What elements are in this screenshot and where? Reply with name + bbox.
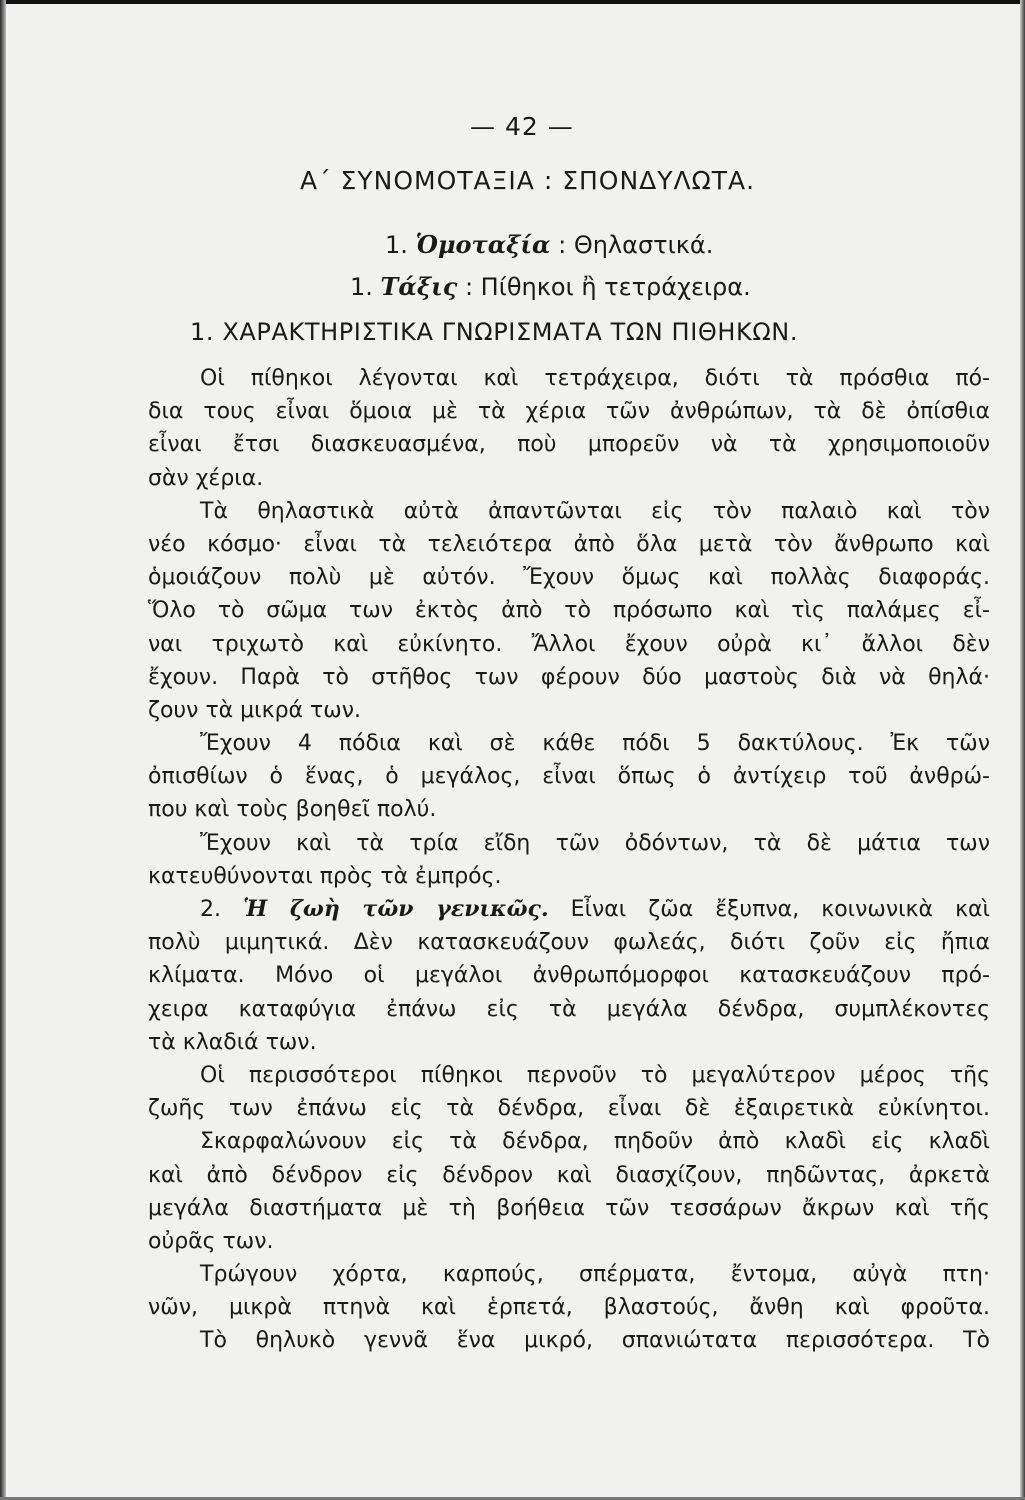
class-line (385, 230, 713, 259)
text-line: καὶ ἀπὸ δένδρον εἰς δένδρον καὶ διασχίζουν, πηδῶντας, ἀρκετὰ (148, 1162, 990, 1188)
text-line: Οἱ πίθηκοι λέγονται καὶ τετράχειρα, διότι τὰ πρόσθια πό- (200, 366, 990, 391)
text-line: ναι τριχωτὸ καὶ εὐκίνητο. Ἄλλοι ἔχουν οὐρὰ κι᾿ ἄλλοι δὲν (148, 631, 990, 657)
text-line: ὁμοιάζουν πολὺ μὲ αὐτόν. Ἔχουν ὅμως καὶ πολλὰς διαφοράς. (148, 565, 990, 591)
page-edge-left (0, 0, 6, 1500)
text-line: κατευθύνονται πρὸς τὰ ἐμπρός. (148, 863, 502, 889)
order-label: Τάξις (380, 272, 458, 301)
text-line: χειρα καταφύγια ἐπάνω εἰς τὰ μεγάλα δένδρα, συμπλέκοντες (148, 996, 990, 1022)
class-num: 1. (385, 231, 408, 259)
text-line: εἶναι ἔτσι διασκευασμένα, ποὺ μπορεῦν νὰ τὰ χρησιμοποιοῦν (148, 432, 990, 458)
text-line: Οἱ περισσότεροι πίθηκοι περνοῦν τὸ μεγαλύτερον μέρος τῆς (200, 1062, 990, 1088)
page-edge-top (0, 0, 1025, 4)
subsection-title: Ἡ ζωὴ τῶν γενικῶς. (243, 896, 549, 922)
class-rest: : Θηλαστικά. (558, 231, 714, 259)
text-line: Σκαρφαλώνουν εἰς τὰ δένδρα, πηδοῦν ἀπὸ κλαδὶ εἰς κλαδὶ (200, 1129, 990, 1155)
text-line: τὰ κλαδιά των. (148, 1029, 317, 1055)
text-line: ζουν τὰ μικρά των. (148, 697, 361, 723)
text-line: 2. Ἡ ζωὴ τῶν γενικῶς. Εἶναι ζῶα ἔξυπνα, κοινωνικὰ καὶ (200, 896, 990, 922)
page-edge-right (1020, 0, 1025, 1500)
text-line: νέο κόσμο· εἶναι τὰ τελειότερα ἀπὸ ὅλα μετὰ τὸν ἄνθρωπο καὶ (148, 531, 990, 557)
text-line: οὐρᾶς των. (148, 1228, 274, 1254)
chapter-title: Α΄ ΣΥΝΟΜΟΤΑΞΙΑ : ΣΠΟΝΔΥΛΩΤΑ. (300, 166, 756, 195)
text-line: Ἔχουν 4 πόδια καὶ σὲ κάθε πόδι 5 δακτύλους. Ἐκ τῶν (200, 731, 990, 757)
text-line: μεγάλα διαστήματα μὲ τὴ βοήθεια τῶν τεσσάρων ἄκρων καὶ τῆς (148, 1195, 990, 1221)
text-line: σὰν χέρια. (148, 465, 264, 491)
class-label: Ὁμοταξία (415, 230, 551, 259)
text-line: δια τους εἶναι ὅμοια μὲ τὰ χέρια τῶν ἀνθρώπων, τὰ δὲ ὀπίσθια (148, 399, 990, 425)
text-line: νῶν, μικρὰ πτηνὰ καὶ ἑρπετά, βλαστούς, ἄνθη καὶ φροῦτα. (148, 1295, 990, 1321)
body-text (148, 362, 990, 1358)
text-line: Τρώγουν χόρτα, καρπούς, σπέρματα, ἔντομα, αὐγὰ πτη· (200, 1262, 990, 1288)
text-line: ἔχουν. Παρὰ τὸ στῆθος των φέρουν δύο μαστοὺς διὰ νὰ θηλά· (148, 664, 990, 690)
order-num: 1. (350, 273, 373, 301)
text-line: ζωῆς των ἐπάνω εἰς τὰ δένδρα, εἶναι δὲ ἐξαιρετικὰ εὐκίνητοι. (148, 1096, 990, 1122)
order-rest: : Πίθηκοι ἢ τετράχειρα. (464, 273, 751, 301)
section-heading: 1. ΧΑΡΑΚΤΗΡΙΣΤΙΚΑ ΓΝΩΡΙΣΜΑΤΑ ΤΩΝ ΠΙΘΗΚΩΝ. (190, 318, 799, 346)
text-line: Ἔχουν καὶ τὰ τρία εἴδη τῶν ὀδόντων, τὰ δὲ μάτια των (200, 830, 990, 856)
order-line (350, 272, 751, 301)
text-line: πολὺ μιμητικά. Δὲν κατασκευάζουν φωλεάς, διότι ζοῦν εἰς ἤπια (148, 930, 990, 956)
text-line: που καὶ τοὺς βοηθεῖ πολύ. (148, 797, 437, 823)
text-line: Τὸ θηλυκὸ γεννᾶ ἕνα μικρό, σπανιώτατα περισσότερα. Τὸ (200, 1328, 990, 1354)
page-number: — 42 — (470, 112, 574, 141)
text-line: ὀπισθίων ὁ ἕνας, ὁ μεγάλος, εἶναι ὅπως ὁ ἀντίχειρ τοῦ ἀνθρώ- (148, 764, 990, 790)
text-line: Ὅλο τὸ σῶμα των ἐκτὸς ἀπὸ τὸ πρόσωπο καὶ τὶς παλάμες εἶ- (148, 598, 990, 624)
text-line: Τὰ θηλαστικὰ αὐτὰ ἀπαντῶνται εἰς τὸν παλαιὸ καὶ τὸν (200, 498, 990, 524)
text-line: κλίματα. Μόνο οἱ μεγάλοι ἀνθρωπόμορφοι κατασκευάζουν πρό- (148, 963, 990, 989)
